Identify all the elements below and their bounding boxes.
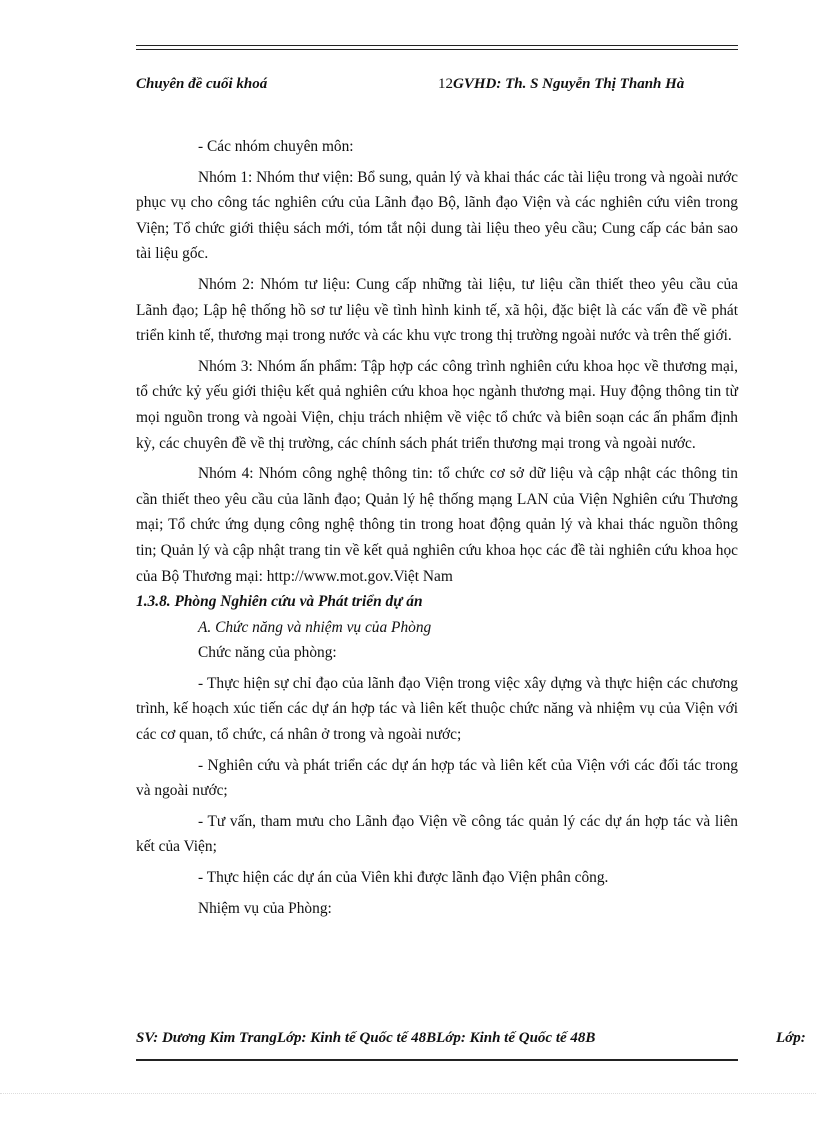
paragraph-group-2: Nhóm 2: Nhóm tư liệu: Cung cấp những tài liệu, tư liệu cần thiết theo yêu cầu của Lãnh đạo; Lập hệ thống hồ sơ tư liệu về tình hình kinh tế, xã hội, đặc biệt là các vấn đề về phát triển kinh tế, thương mại trong nước và các khu vực trong thị trường ngoài nước và trên thế giới. — [136, 275, 738, 345]
group-4-url: http://www.mot.gov.Việt Nam — [266, 567, 453, 585]
footer-trailing: Lớp: — [776, 1030, 806, 1046]
paragraph-function-3: - Tư vấn, tham mưu cho Lãnh đạo Viện về công tác quản lý các dự án hợp tác và liên kết của Viện; — [136, 812, 738, 856]
paragraph-group-3: Nhóm 3: Nhóm ấn phẩm: Tập hợp các công trình nghiên cứu khoa học về thương mại, tổ chức kỷ yếu giới thiệu kết quả nghiên cứu khoa học ngành thương mại. Huy động thông tin từ mọi nguồn trong và ngoài Viện, chịu trách nhiệm về việc tổ chức và biên soạn các ấn phẩm định kỳ, các chuyên đề về thị trường, các chính sách phát triển thương mại trong và ngoài nước. — [136, 357, 738, 452]
header-rule — [136, 45, 738, 50]
footer-text — [136, 1030, 816, 1047]
subsection-heading: A. Chức năng và nhiệm vụ của Phòng — [198, 618, 432, 636]
paragraph-functions-label: Chức năng của phòng: — [198, 644, 337, 662]
paragraph-function-2: - Nghiên cứu và phát triển các dự án hợp tác và liên kết của Viện với các đối tác trong và ngoài nước; — [136, 756, 738, 800]
paragraph-groups-intro: - Các nhóm chuyên môn: — [198, 138, 354, 155]
paragraph-group-1: Nhóm 1: Nhóm thư viện: Bổ sung, quản lý và khai thác các tài liệu trong và ngoài nước phục vụ cho công tác nghiên cứu của Lãnh đạo Bộ, lãnh đạo Viện và các nghiên cứu viên trong Viện; Tổ chức giới thiệu sách mới, tóm tắt nội dung tài liệu theo yêu cầu; Cung cấp các bản sao tài liệu gốc. — [136, 168, 738, 263]
paragraph-group-4 — [136, 461, 738, 589]
header-title: Chuyên đề cuối khoá — [136, 76, 268, 92]
section-heading: 1.3.8. Phòng Nghiên cứu và Phát triển dự án — [136, 593, 423, 611]
supervisor-name: GVHD: Th. S Nguyễn Thị Thanh Hà — [453, 76, 685, 92]
footer-rule — [136, 1059, 738, 1061]
document-body — [136, 134, 738, 921]
paragraph-function-4: - Thực hiện các dự án của Viên khi được lãnh đạo Viện phân công. — [198, 869, 609, 887]
paragraph-tasks-label: Nhiệm vụ của Phòng: — [198, 899, 332, 917]
footer-student: SV: Dương Kim TrangLớp: Kinh tế Quốc tế 48BLớp: Kinh tế Quốc tế 48B — [136, 1030, 596, 1046]
paragraph-function-1: - Thực hiện sự chỉ đạo của lãnh đạo Viện trong việc xây dựng và thực hiện các chương trình, kế hoạch xúc tiến các dự án hợp tác và liên kết thuộc chức năng và nhiệm vụ của Viện với các cơ quan, tổ chức, cá nhân ở trong và ngoài nước; — [136, 674, 738, 744]
page-number: 12 — [438, 76, 453, 92]
group-4-text: Nhóm 4: Nhóm công nghệ thông tin: tổ chức cơ sở dữ liệu và cập nhật các thông tin cần thiết theo yêu cầu của lãnh đạo; Quản lý hệ thống mạng LAN của Viện Nghiên cứu Thương mại; Tổ chức ứng dụng công nghệ thông tin trong hoat động quản lý và khai thác nguồn thông tin; Quản lý và cập nhật trang tin về kết quả nghiên cứu khoa học các đề tài nghiên cứu khoa học của Bộ Thương mại: — [136, 465, 738, 585]
page-edge — [0, 1093, 816, 1094]
header-supervisor — [438, 76, 684, 93]
